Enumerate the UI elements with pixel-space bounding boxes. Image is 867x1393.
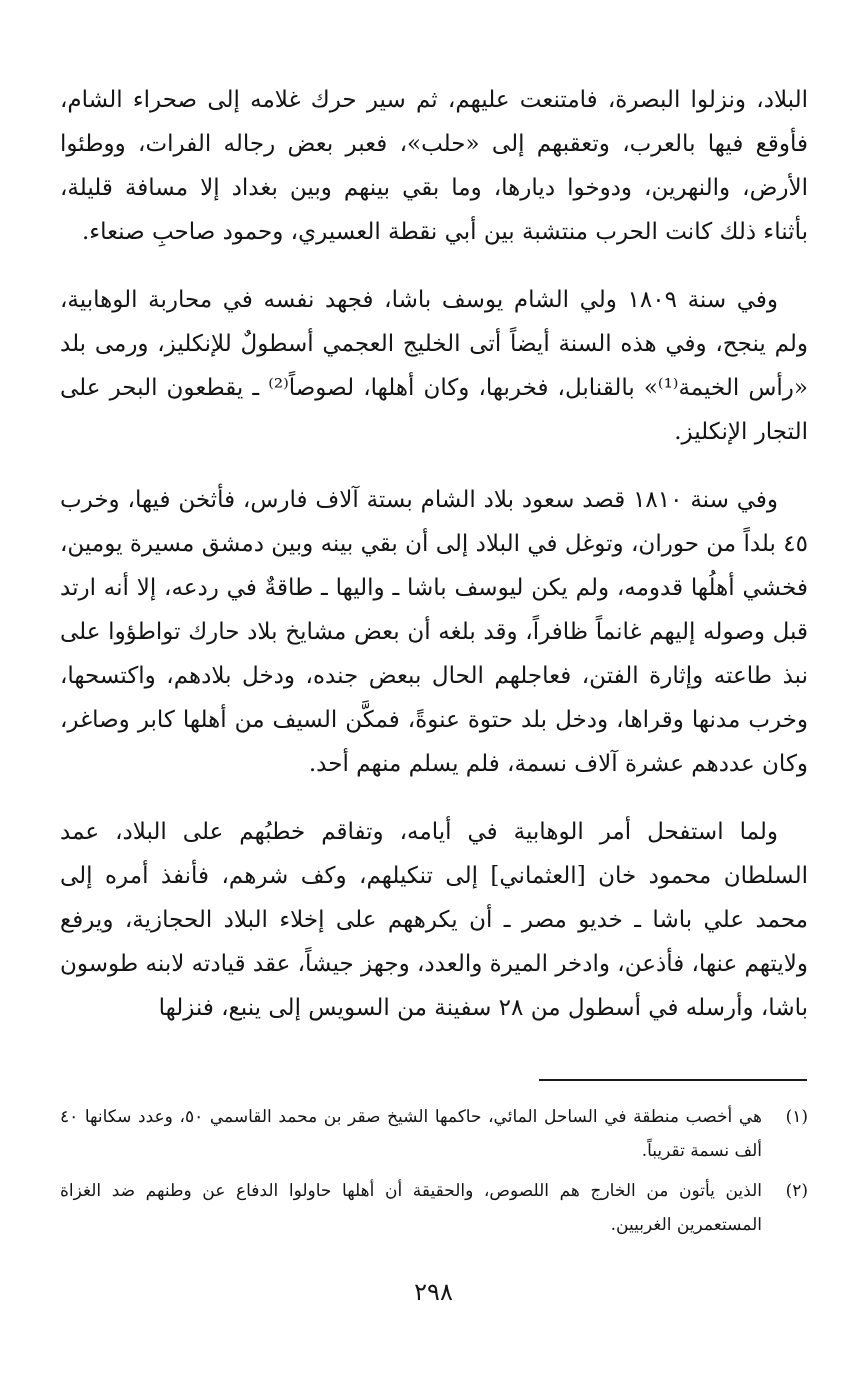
paragraph-1: البلاد، ونزلوا البصرة، فامتنعت عليهم، ثم سير حرك غلامه إلى صحراء الشام، فأوقع فيها بالعرب، وتعقبهم إلى «حلب»، فعبر بعض رجاله الفرات، ووطئوا الأرض، والنهرين، ودوخوا ديارها، وما بقي بينهم وبين بغداد إلا مسافة قليلة، بأثناء ذلك كانت الحرب منتشبة بين أبي نقطة العسيري، وحمود صاحبِ صنعاء.	[60, 87, 808, 245]
paragraph-2: وفي سنة ١٨٠٩ ولي الشام يوسف باشا، فجهد نفسه في محاربة الوهابية، ولم ينجح، وفي هذه السنة أيضاً أتى الخليج العجمي أسطولٌ للإنكليز، ورمى بلد «رأس الخيمة⁽¹⁾» بالقنابل، فخربها، وكان أهلها، لصوصاً⁽²⁾ ـ يقطعون البحر على التجار الإنكليز.	[60, 287, 808, 445]
footnote-number: (٢)	[785, 1181, 808, 1201]
footnotes	[60, 1100, 808, 1248]
page-number: ٢٩٨	[414, 1278, 453, 1306]
paragraph-4: ولما استفحل أمر الوهابية في أيامه، وتفاقم خطبُهم على البلاد، عمد السلطان محمود خان [العثماني] إلى تنكيلهم، وكف شرهم، فأنفذ أمره إلى محمد علي باشا ـ خديو مصر ـ أن يكرههم على إخلاء البلاد الحجازية، ويرفع ولايتهم عنها، فأذعن، وادخر الميرة والعدد، وجهز جيشاً، عقد قيادته لابنه طوسون باشا، وأرسله في أسطول من ٢٨ سفينة من السويس إلى ينبع، فنزلها	[60, 819, 808, 1021]
footnote-2	[60, 1174, 808, 1242]
footnote-number: (١)	[785, 1107, 808, 1127]
footnote-1	[60, 1100, 808, 1168]
main-text	[60, 78, 808, 1054]
footnote-separator	[539, 1079, 807, 1081]
footnote-text: هي أخصب منطقة في الساحل المائي، حاكمها الشيخ صقر بن محمد القاسمي ٥٠، وعدد سكانها ٤٠ ألف نسمة تقريباً.	[60, 1107, 762, 1161]
paragraph-3: وفي سنة ١٨١٠ قصد سعود بلاد الشام بستة آلاف فارس، فأثخن فيها، وخرب ٤٥ بلداً من حوران، وتوغل في البلاد إلى أن بقي بينه وبين دمشق مسيرة يومين، فخشي أهلُها قدومه، ولم يكن ليوسف باشا ـ واليها ـ طاقةٌ في ردعه، إلا أنه ارتد قبل وصوله إليهم غانماً ظافراً، وقد بلغه أن بعض مشايخ بلاد حارك تواطؤوا على نبذ طاعته وإثارة الفتن، فعاجلهم الحال ببعض جنده، ودخل بلادهم، واكتسحها، وخرب مدنها وقراها، ودخل بلد حتوة عنوةً، فمكَّن السيف من أهلها كابر وصاغر، وكان عددهم عشرة آلاف نسمة، فلم يسلم منهم أحد.	[60, 487, 808, 777]
footnote-text: الذين يأتون من الخارج هم اللصوص، والحقيقة أن أهلها حاولوا الدفاع عن وطنهم ضد الغزاة المستعمرين الغربيين.	[60, 1181, 762, 1235]
